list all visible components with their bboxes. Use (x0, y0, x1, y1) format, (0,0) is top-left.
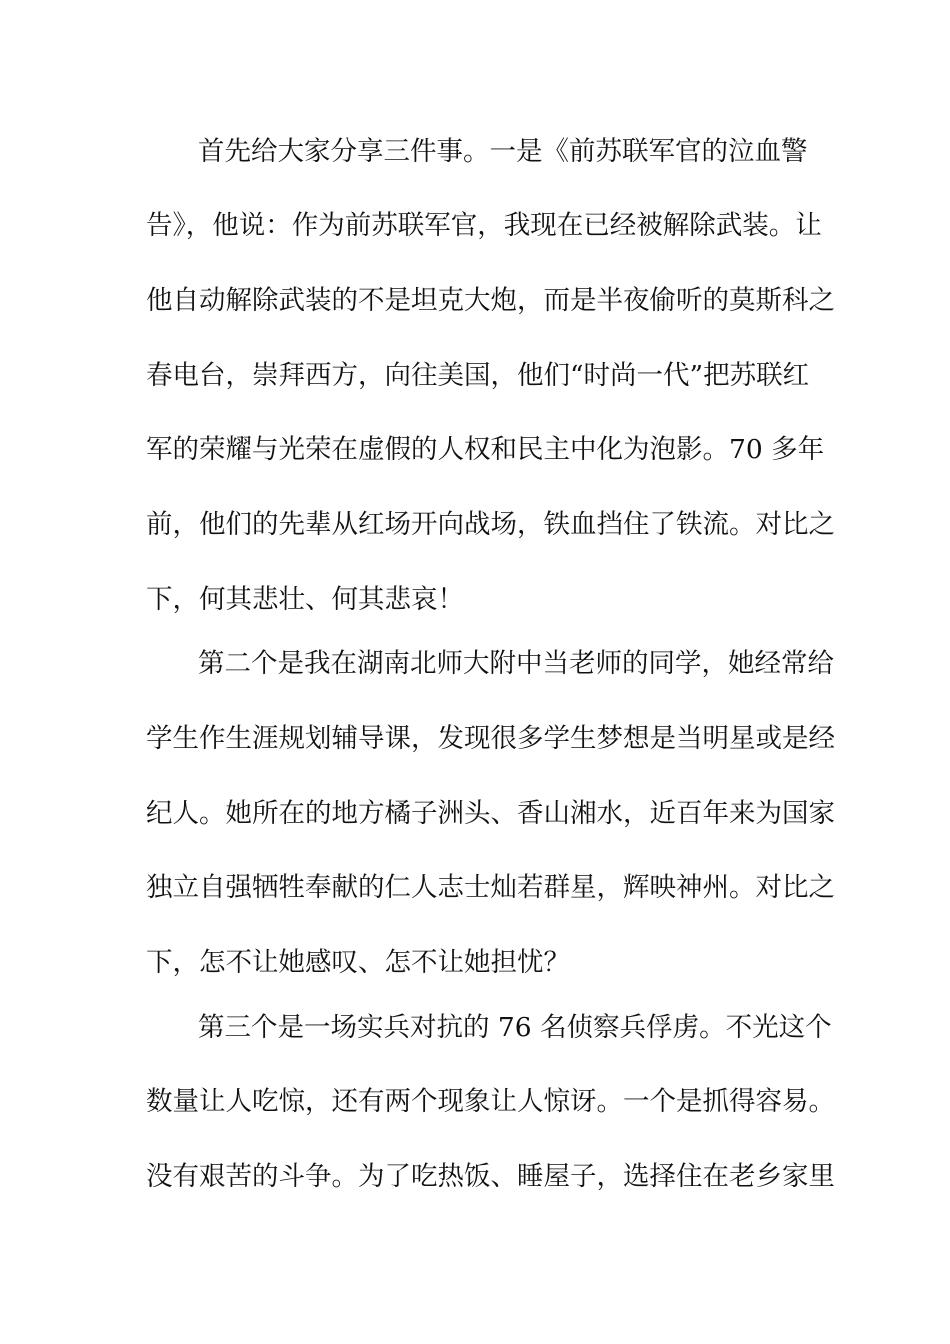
paragraph-2-line-4: 独立自强牺牲奉献的仁人志士灿若群星，辉映神州。对比之 (146, 872, 835, 903)
paragraph-1-line-5: 军的荣耀与光荣在虚假的人权和民主中化为泡影。70 多年 (146, 434, 825, 465)
paragraph-3-line-2: 数量让人吃惊，还有两个现象让人惊讶。一个是抓得容易。 (146, 1086, 835, 1117)
paragraph-3-line-3: 没有艰苦的斗争。为了吃热饭、睡屋子，选择住在老乡家里 (146, 1161, 835, 1192)
paragraph-1-line-7: 下，何其悲壮、何其悲哀！ (146, 584, 464, 615)
paragraph-1-line-1: 首先给大家分享三件事。一是《前苏联军官的泣血警 (198, 136, 808, 167)
paragraph-1-line-3: 他自动解除武装的不是坦克大炮，而是半夜偷听的莫斯科之 (146, 285, 835, 316)
paragraph-2-line-5: 下，怎不让她感叹、怎不让她担忧？ (146, 947, 570, 978)
paragraph-1-line-6: 前，他们的先辈从红场开向战场，铁血挡住了铁流。对比之 (146, 509, 835, 540)
paragraph-1-line-4: 春电台，崇拜西方，向往美国，他们“时尚一代”把苏联红 (146, 360, 810, 391)
paragraph-1-line-2: 告》，他说：作为前苏联军官，我现在已经被解除武装。让 (146, 210, 822, 241)
paragraph-2-line-2: 学生作生涯规划辅导课，发现很多学生梦想是当明星或是经 (146, 723, 835, 754)
paragraph-2-line-3: 纪人。她所在的地方橘子洲头、香山湘水，近百年来为国家 (146, 798, 835, 829)
paragraph-2-line-1: 第二个是我在湖南北师大附中当老师的同学，她经常给 (198, 648, 834, 679)
paragraph-3-line-1: 第三个是一场实兵对抗的 76 名侦察兵俘虏。不光这个 (198, 1012, 832, 1043)
